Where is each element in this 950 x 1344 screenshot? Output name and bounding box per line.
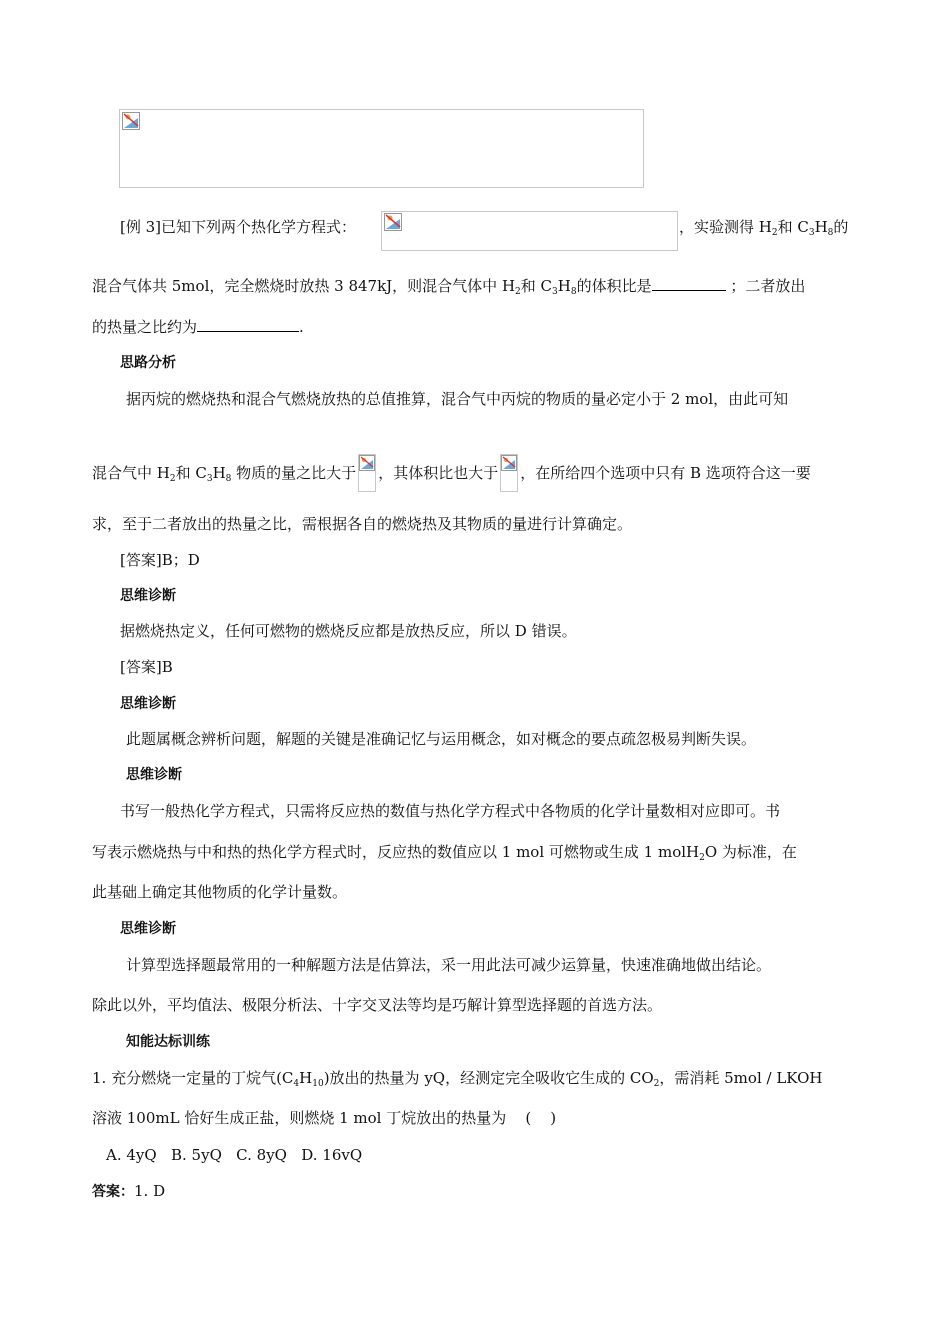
volume-ratio-blank[interactable] [652, 276, 726, 291]
answer-1: [答案]B；D [120, 551, 200, 569]
example3-line: [例 3]已知下列两个热化学方程式： [120, 218, 357, 236]
paragraph-9: 计算型选择题最常用的一种解题方法是估算法，采一用此法可减少运算量，快速准确地做出结论。 [126, 956, 772, 974]
paragraph-6: 书写一般热化学方程式，只需将反应热的数值与热化学方程式中各物质的化学计量数相对应即可。书 [120, 802, 781, 820]
broken-image-icon [359, 455, 375, 471]
ratio-image-placeholder [358, 454, 376, 492]
question-1-line-1: 1. 充分燃烧一定量的丁烷气$(C_4H_{10})$放出的热量为 yQ，经测定完全吸收它生成的 $CO_2$，需消耗 5mol / LKOH [92, 1069, 823, 1089]
paragraph-1: 据丙烷的燃烧热和混合气燃烧放热的总值推算，混合气中丙烷的物质的量必定小于 2 mol，由此可知 [126, 390, 789, 408]
broken-image-icon [384, 213, 402, 231]
heading-diagnosis-3: 思维诊断 [126, 767, 182, 783]
paragraph-3: 求，至于二者放出的热量之比，需根据各自的燃烧热及其物质的量进行计算确定。 [92, 515, 633, 533]
example3-line-end: ，实验测得 $H_2$和 $C_3H_8$的 [679, 218, 849, 238]
question-1-options: A. 4yQ B. 5yQ C. 8yQ D. 16vQ [106, 1146, 363, 1164]
question-line-3: 的热量之比约为 . [92, 318, 304, 336]
heading-training: 知能达标训练 [126, 1034, 210, 1050]
equation-image-placeholder [119, 109, 644, 188]
answer-2: [答案]B [120, 658, 173, 676]
heading-diagnosis-2: 思维诊断 [120, 696, 176, 712]
paragraph-5: 此题属概念辨析问题，解题的关键是准确记忆与运用概念，如对概念的要点疏忽极易判断失误。 [126, 730, 757, 748]
paragraph-4: 据燃烧热定义，任何可燃物的燃烧反应都是放热反应，所以 D 错误。 [120, 622, 577, 640]
heading-diagnosis-1: 思维诊断 [120, 588, 176, 604]
equations-image-placeholder [381, 211, 678, 251]
broken-image-icon [501, 455, 517, 471]
paragraph-10: 除此以外，平均值法、极限分析法、十字交叉法等均是巧解计算型选择题的首选方法。 [92, 996, 663, 1014]
broken-image-icon [122, 112, 140, 130]
paragraph-7: 写表示燃烧热与中和热的热化学方程式时，反应热的数值应以 1 mol 可燃物或生成 1 molH$_2$O 为标准，在 [92, 843, 797, 863]
paragraph-8: 此基础上确定其他物质的化学计量数。 [92, 883, 348, 901]
paragraph-2: 混合气中 $H_2$和 $C_3H_8$ 物质的量之比大于 ，其体积比也大于 ，在所给四个选项中只有 B 选项符合这一要 [92, 454, 811, 492]
heat-ratio-blank[interactable] [197, 317, 299, 332]
answer-label: 答案： [92, 1184, 134, 1200]
heading-diagnosis-4: 思维诊断 [120, 921, 176, 937]
heading-analysis: 思路分析 [120, 355, 176, 371]
question-1-line-2: 溶液 100mL 恰好生成正盐，则燃烧 1 mol 丁烷放出的热量为 ( ) [92, 1109, 557, 1127]
question-line-2: 混合气体共 5mol，完全燃烧时放热 3 847kJ，则混合气体中 $H_2$和 $C_3H_8$的体积比是 ；二者放出 [92, 277, 806, 297]
answer-line [92, 1181, 165, 1202]
ratio-image-placeholder [500, 454, 518, 492]
answer-value: 1. D [134, 1182, 166, 1200]
